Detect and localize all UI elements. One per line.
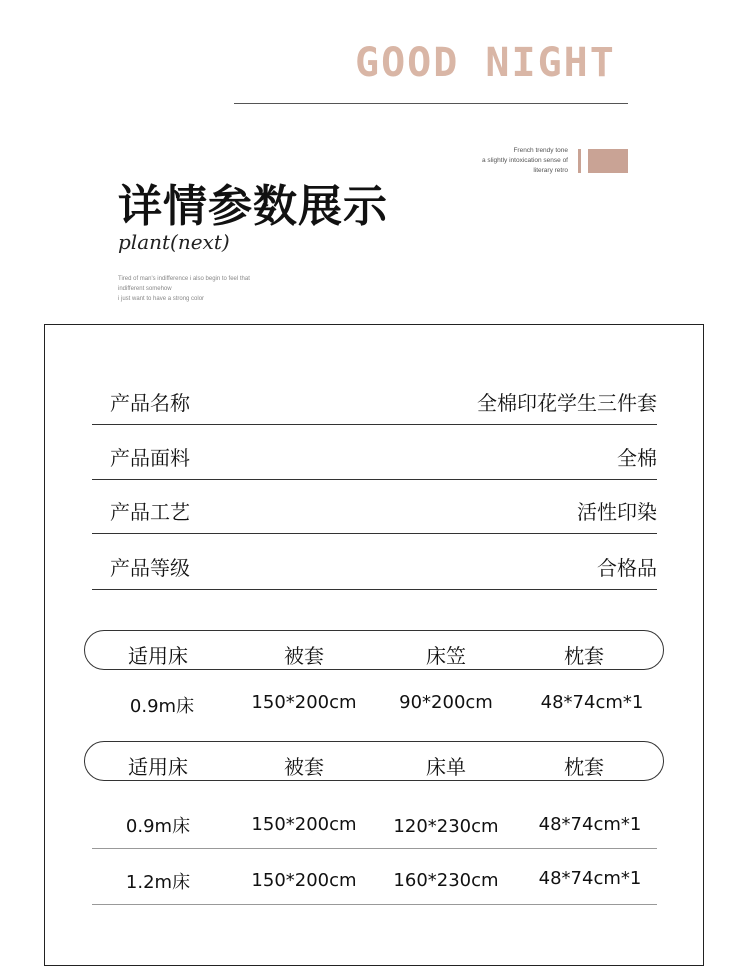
tagline-line: a slightly intoxication sense of: [482, 157, 568, 164]
section-title: 详情参数展示: [118, 181, 388, 232]
spec-row-craft: [92, 479, 657, 534]
spec-label: 产品面料: [110, 446, 190, 470]
spec-value: 全棉印花学生三件套: [477, 391, 657, 415]
table2-header-cell: 适用床: [128, 755, 188, 779]
table1-cell: 48*74cm*1: [540, 692, 644, 713]
table2-cell: 1.2m床: [125, 872, 191, 893]
spec-row-fabric: [92, 425, 657, 480]
tagline-accent-bar: [578, 149, 581, 173]
spec-label: 产品工艺: [110, 500, 190, 524]
table2-header-cell: 床单: [426, 755, 466, 779]
table2-header-cell: 被套: [284, 755, 324, 779]
table2-cell: 150*200cm: [251, 870, 357, 891]
table1-header-cell: 被套: [284, 644, 324, 668]
small-copy-line: i just want to have a strong color: [118, 296, 205, 302]
spec-value: 全棉: [617, 446, 657, 470]
spec-value: 合格品: [597, 556, 657, 580]
spec-value: 活性印染: [577, 500, 657, 524]
banner-title: GOOD NIGHT: [355, 40, 616, 86]
table1-cell: 90*200cm: [399, 692, 493, 713]
table2-cell: 150*200cm: [251, 814, 357, 835]
banner-divider: [234, 103, 628, 104]
spec-label: 产品等级: [110, 556, 190, 580]
table1-header-cell: 适用床: [128, 644, 188, 668]
spec-row-grade: [92, 535, 657, 590]
script-subtitle: plant(next): [118, 230, 230, 254]
table1-cell: 150*200cm: [251, 692, 357, 713]
table2-row-divider: [92, 848, 657, 849]
table2-cell: 160*230cm: [393, 870, 499, 891]
spec-row-name: [92, 370, 657, 425]
table1-header-cell: 床笠: [426, 644, 466, 668]
tagline-line: French trendy tone: [513, 147, 568, 154]
table2-cell: 48*74cm*1: [538, 814, 642, 835]
small-copy-line: Tired of man's indifference i also begin to feel that: [118, 276, 250, 282]
table2-header-cell: 枕套: [564, 755, 604, 779]
table1-header-cell: 枕套: [564, 644, 604, 668]
table1-cell: 0.9m床: [129, 696, 195, 717]
tagline-line: literary retro: [533, 167, 568, 174]
table2-cell: 48*74cm*1: [538, 868, 642, 889]
small-copy: [118, 274, 250, 304]
small-copy-line: indifferent somehow: [118, 286, 172, 292]
table2-row-divider: [92, 904, 657, 905]
spec-label: 产品名称: [110, 391, 190, 415]
tagline-color-swatch: [588, 149, 628, 173]
table2-cell: 0.9m床: [125, 816, 191, 837]
table2-cell: 120*230cm: [393, 816, 499, 837]
tagline: [368, 146, 568, 176]
